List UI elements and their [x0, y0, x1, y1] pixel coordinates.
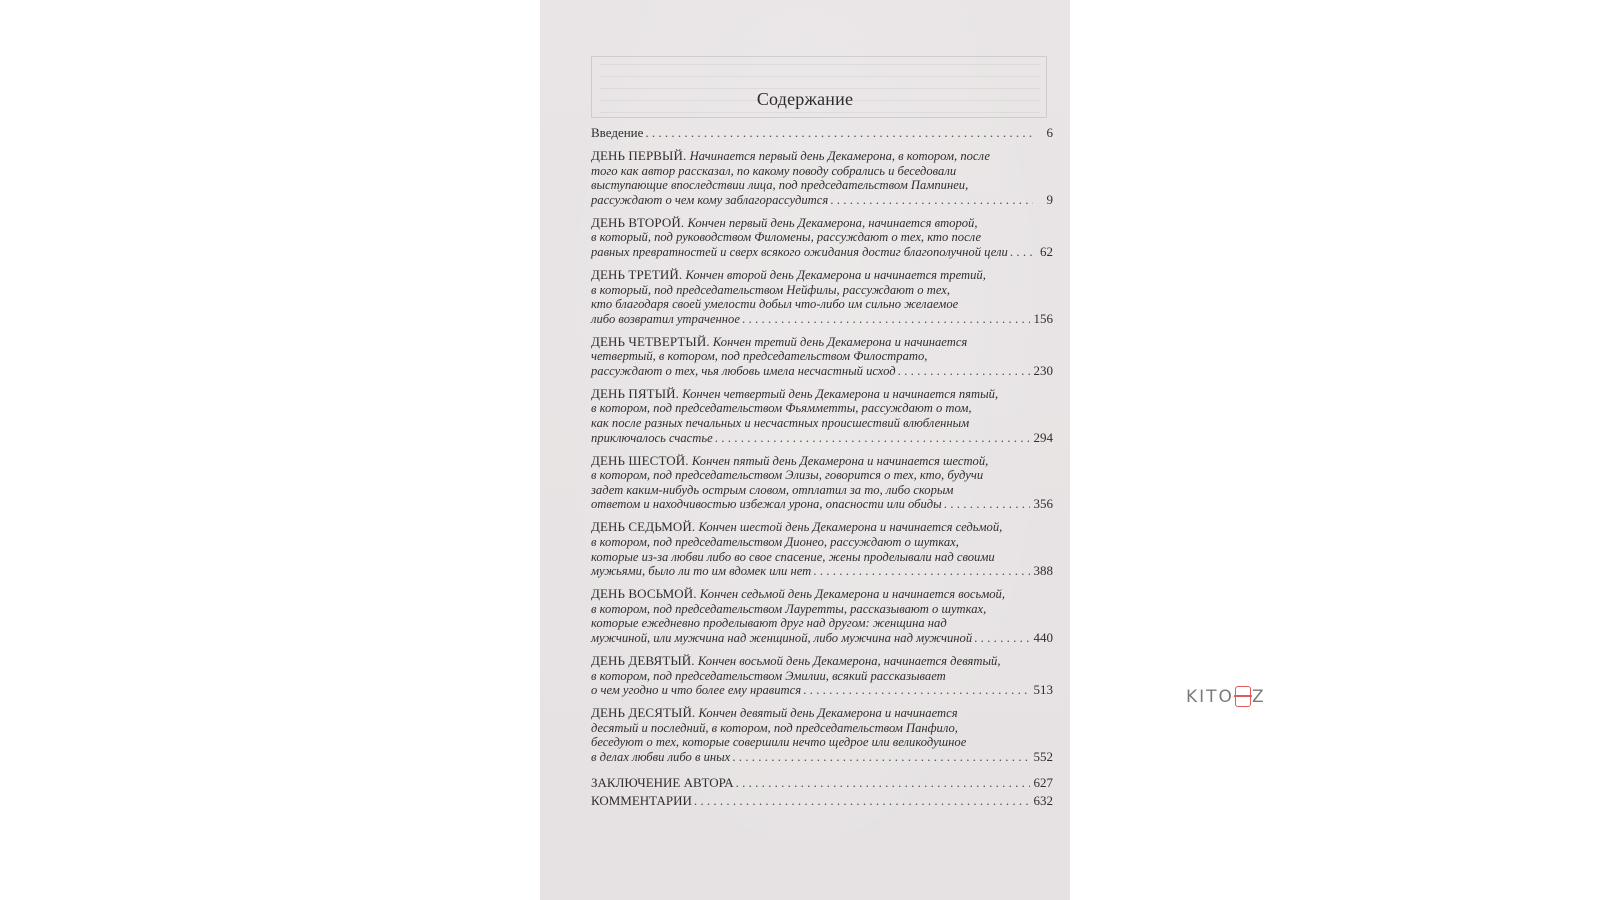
toc-entry-day — [591, 335, 1053, 379]
dot-leader — [742, 312, 1030, 327]
toc-entry-line — [591, 178, 1053, 193]
toc-page-number: 156 — [1033, 310, 1053, 326]
toc-entry-line — [591, 520, 1053, 535]
toc-page-number: 632 — [1033, 793, 1053, 809]
toc-entry-day — [591, 216, 1053, 260]
toc-page-number: 6 — [1046, 125, 1053, 140]
day-description: Кончен девятый день Декамерона и начинается — [698, 706, 958, 721]
toc-entry-line — [591, 468, 1053, 483]
toc-entry-line — [591, 735, 1053, 750]
dot-leader — [974, 631, 1029, 646]
toc-page-number: 388 — [1033, 563, 1053, 579]
day-description: выступающие впоследствии лица, под председательством Пампинеи, — [591, 178, 969, 193]
toc-entry-last-line — [591, 193, 1053, 208]
toc-entry-last-line — [591, 364, 1053, 379]
toc-page-number: 294 — [1033, 429, 1053, 445]
toc-entry-line — [591, 335, 1053, 350]
toc-entry-day — [591, 706, 1053, 764]
toc-page-number: 356 — [1033, 496, 1053, 512]
day-description: Кончен шестой день Декамерона и начинается седьмой, — [698, 520, 1003, 535]
days-list — [591, 149, 1053, 764]
dot-leader — [694, 794, 1030, 809]
toc-entry-conclusion — [591, 776, 1053, 791]
day-description: мужчиной, или мужчина над женщиной, либо мужчина над мужчиной — [591, 630, 973, 645]
toc-entry-last-line — [591, 564, 1053, 579]
toc-entry-line — [591, 550, 1053, 565]
toc-entry-line — [591, 401, 1053, 416]
toc-entry-line — [591, 587, 1053, 602]
day-description: четвертый, в котором, под председательством Филострато, — [591, 349, 928, 364]
table-of-contents — [591, 126, 1053, 812]
book-page — [540, 0, 1070, 900]
day-description: Кончен первый день Декамерона, начинается второй, — [687, 215, 978, 230]
toc-entry-line — [591, 616, 1053, 631]
day-description: ответом и находчивостью избежал урона, опасности или обиды — [591, 497, 942, 512]
day-description: которые из-за любви либо во свое спасение, жены проделывали над своими — [591, 549, 995, 564]
day-heading: ДЕНЬ ВОСЬМОЙ. — [591, 587, 697, 602]
day-description: Кончен седьмой день Декамерона и начинается восьмой, — [699, 587, 1006, 602]
dot-leader — [1010, 245, 1033, 260]
toc-entry-line — [591, 669, 1053, 684]
toc-entry-line — [591, 535, 1053, 550]
day-heading: ДЕНЬ ШЕСТОЙ. — [591, 453, 689, 468]
dot-leader — [803, 683, 1029, 698]
toc-entry-last-line — [591, 431, 1053, 446]
toc-closing — [591, 776, 1053, 808]
toc-entry-day — [591, 387, 1053, 445]
toc-entry-line — [591, 706, 1053, 721]
toc-label: ЗАКЛЮЧЕНИЕ АВТОРА — [591, 775, 734, 791]
toc-entry-last-line — [591, 631, 1053, 646]
toc-page-number: 627 — [1033, 775, 1053, 791]
show-through-line — [600, 112, 1040, 113]
day-description: в который, под руководством Филомены, рассуждают о тех, кто после — [591, 230, 982, 245]
day-description: либо возвратил утраченное — [591, 311, 740, 326]
toc-entry-last-line — [591, 750, 1053, 765]
day-description: мужьями, было ли то им вдомек или нет — [591, 564, 812, 579]
toc-entry-comments — [591, 794, 1053, 809]
toc-page-number: 62 — [1040, 243, 1053, 259]
toc-entry-last-line — [591, 683, 1053, 698]
toc-page-number: 9 — [1046, 191, 1053, 207]
day-description: в делах любви либо в иных — [591, 749, 731, 764]
toc-page-number: 440 — [1033, 629, 1053, 645]
day-description: о чем угодно и что более ему нравится — [591, 683, 802, 698]
day-description: рассуждают о чем кому заблагорассудится — [591, 192, 829, 207]
day-description: Кончен пятый день Декамерона и начинается шестой, — [691, 453, 989, 468]
day-heading: ДЕНЬ ВТОРОЙ. — [591, 215, 685, 230]
toc-entry-day — [591, 149, 1053, 207]
toc-entry-line — [591, 297, 1053, 312]
day-description: задет каким-нибудь острым словом, отплатил за то, либо скорым — [591, 482, 954, 497]
watermark-text-left: KITO — [1186, 687, 1234, 707]
day-description: того как автор рассказал, по какому поводу собрались и беседовали — [591, 163, 957, 178]
dot-leader — [736, 776, 1030, 791]
toc-entry-line — [591, 602, 1053, 617]
day-description: в котором, под председательством Эмилии, всякий рассказывает — [591, 668, 946, 683]
day-description: в котором, под председательством Лауретты, рассказывают о шутках, — [591, 601, 987, 616]
dot-leader — [898, 364, 1030, 379]
day-heading: ДЕНЬ ТРЕТИЙ. — [591, 267, 683, 282]
toc-entry-last-line — [591, 312, 1053, 327]
toc-entry-line — [591, 654, 1053, 669]
toc-entry-line — [591, 721, 1053, 736]
day-description: кто благодаря своей умелости добыл что-либо им сильно желаемое — [591, 297, 959, 312]
toc-entry-last-line — [591, 497, 1053, 512]
toc-entry-line — [591, 149, 1053, 164]
show-through-line — [600, 76, 1040, 77]
day-description: которые ежедневно проделывают друг над другом: женщина над — [591, 616, 947, 631]
dot-leader — [715, 431, 1030, 446]
toc-entry-line — [591, 268, 1053, 283]
day-description: в котором, под председательством Дионео, рассуждают о шутках, — [591, 534, 959, 549]
day-heading: ДЕНЬ ДЕСЯТЫЙ. — [591, 706, 696, 721]
toc-entry-line — [591, 164, 1053, 179]
day-description: беседуют о тех, которые совершили нечто щедрое или великодушное — [591, 735, 967, 750]
day-description: Кончен четвертый день Декамерона и начинается пятый, — [682, 386, 999, 401]
toc-page-number: 513 — [1033, 682, 1053, 698]
toc-entry-day — [591, 587, 1053, 645]
dot-leader — [944, 497, 1030, 512]
day-heading: ДЕНЬ ПЕРВЫЙ. — [591, 148, 687, 163]
toc-entry-line — [591, 283, 1053, 298]
toc-entry-last-line — [591, 245, 1053, 260]
toc-entry-line — [591, 349, 1053, 364]
dot-leader — [830, 193, 1033, 208]
day-heading: ДЕНЬ СЕДЬМОЙ. — [591, 520, 696, 535]
toc-entry-day — [591, 454, 1053, 512]
toc-entry-day — [591, 520, 1053, 578]
toc-label: Введение — [591, 125, 644, 140]
watermark-text-right: Z — [1251, 687, 1266, 707]
site-watermark-logo — [1186, 686, 1266, 707]
toc-entry-day — [591, 268, 1053, 326]
day-heading: ДЕНЬ ПЯТЫЙ. — [591, 386, 679, 401]
day-description: Кончен третий день Декамерона и начинается — [712, 334, 968, 349]
page-title: Содержание — [756, 89, 854, 109]
toc-page-number: 552 — [1033, 748, 1053, 764]
toc-label: КОММЕНТАРИИ — [591, 793, 692, 809]
toc-entry-line — [591, 216, 1053, 231]
day-description: десятый и последний, в котором, под председательством Панфило, — [591, 720, 958, 735]
show-through-line — [600, 64, 1040, 65]
day-description: в который, под председательством Нейфилы, рассуждают о тех, — [591, 282, 950, 297]
day-description: Кончен второй день Декамерона и начинается третий, — [685, 267, 986, 282]
day-description: равных превратностей и сверх всякого ожидания достиг благополучной цели — [591, 244, 1008, 259]
toc-entry-line — [591, 483, 1053, 498]
toc-entry-line — [591, 387, 1053, 402]
toc-entry-day — [591, 654, 1053, 698]
day-description: Начинается первый день Декамерона, в котором, после — [689, 148, 990, 163]
day-heading: ДЕНЬ ДЕВЯТЫЙ. — [591, 653, 695, 668]
day-description: рассуждают о тех, чья любовь имела несчастный исход — [591, 363, 896, 378]
dot-leader — [813, 564, 1029, 579]
book-icon — [1235, 686, 1251, 707]
day-heading: ДЕНЬ ЧЕТВЕРТЫЙ. — [591, 334, 710, 349]
dot-leader — [645, 126, 1033, 141]
toc-page-number: 230 — [1033, 362, 1053, 378]
day-description: Кончен восьмой день Декамерона, начинается девятый, — [697, 653, 1001, 668]
day-description: в котором, под председательством Фьямметты, рассуждают о том, — [591, 401, 972, 416]
toc-entry-line — [591, 230, 1053, 245]
day-description: приключалось счастье — [591, 430, 713, 445]
toc-entry-line — [591, 454, 1053, 469]
day-description: как после разных печальных и несчастных происшествий влюбленным — [591, 416, 970, 431]
dot-leader — [732, 750, 1029, 765]
toc-entry-intro — [591, 126, 1053, 141]
day-description: в котором, под председательством Элизы, говорится о тех, кто, будучи — [591, 468, 984, 483]
toc-entry-line — [591, 416, 1053, 431]
